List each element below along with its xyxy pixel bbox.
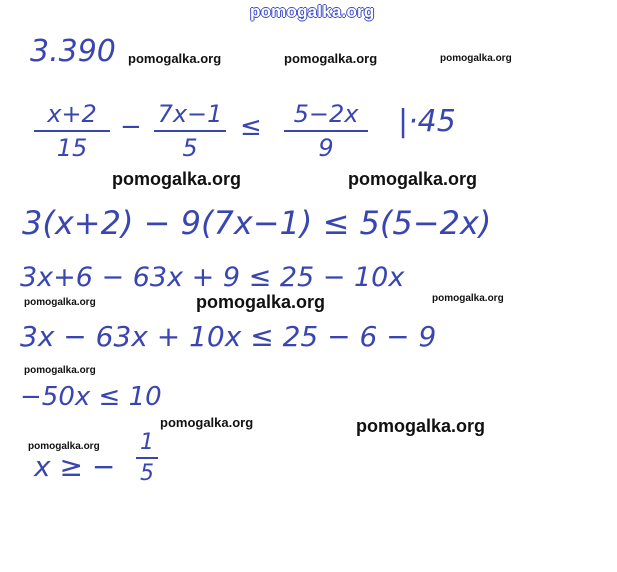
answer-fraction-denominator: 5 bbox=[140, 461, 154, 486]
watermark: pomogalka.org bbox=[356, 416, 486, 436]
answer-lhs: x ≥ − bbox=[34, 450, 116, 483]
fraction-2-denominator: 5 bbox=[182, 134, 198, 162]
watermark: pomogalka.org bbox=[348, 169, 478, 189]
watermark: pomogalka.org bbox=[160, 415, 254, 430]
fraction-1-denominator: 15 bbox=[56, 134, 88, 162]
watermark: pomogalka.org bbox=[196, 292, 326, 312]
fraction-3-numerator: 5−2x bbox=[293, 100, 359, 128]
step-line-2: 3(x+2) − 9(7x−1) ≤ 5(5−2x) bbox=[22, 204, 492, 242]
step-line-5: −50x ≤ 10 bbox=[20, 382, 162, 412]
fraction-2-bar bbox=[154, 130, 226, 132]
watermark: pomogalka.org bbox=[24, 297, 96, 308]
fraction-3 bbox=[284, 100, 368, 162]
watermark: pomogalka.org bbox=[128, 51, 222, 66]
step-line-4: 3x − 63x + 10x ≤ 25 − 6 − 9 bbox=[20, 320, 437, 353]
less-equal-sign: ≤ bbox=[240, 112, 262, 142]
watermark: pomogalka.org bbox=[24, 365, 96, 376]
answer-fraction bbox=[136, 430, 158, 486]
watermark: pomogalka.org bbox=[112, 169, 242, 189]
fraction-2-numerator: 7x−1 bbox=[157, 100, 223, 128]
step-line-3: 3x+6 − 63x + 9 ≤ 25 − 10x bbox=[20, 262, 405, 293]
answer-fraction-bar bbox=[136, 457, 158, 459]
fraction-3-bar bbox=[284, 130, 368, 132]
watermark: pomogalka.org bbox=[28, 441, 100, 452]
watermark-top: pomogalka.org bbox=[250, 2, 375, 21]
fraction-1-bar bbox=[34, 130, 110, 132]
fraction-1 bbox=[34, 100, 110, 162]
answer-fraction-numerator: 1 bbox=[140, 430, 154, 455]
problem-number: 3.390 bbox=[30, 34, 116, 69]
fraction-3-denominator: 9 bbox=[318, 134, 334, 162]
watermark: pomogalka.org bbox=[440, 53, 512, 64]
minus-sign: − bbox=[120, 112, 142, 142]
fraction-1-numerator: x+2 bbox=[47, 100, 97, 128]
watermark: pomogalka.org bbox=[284, 51, 378, 66]
fraction-2 bbox=[154, 100, 226, 162]
watermark: pomogalka.org bbox=[432, 293, 504, 304]
multiply-by-45: |·45 bbox=[398, 104, 456, 139]
